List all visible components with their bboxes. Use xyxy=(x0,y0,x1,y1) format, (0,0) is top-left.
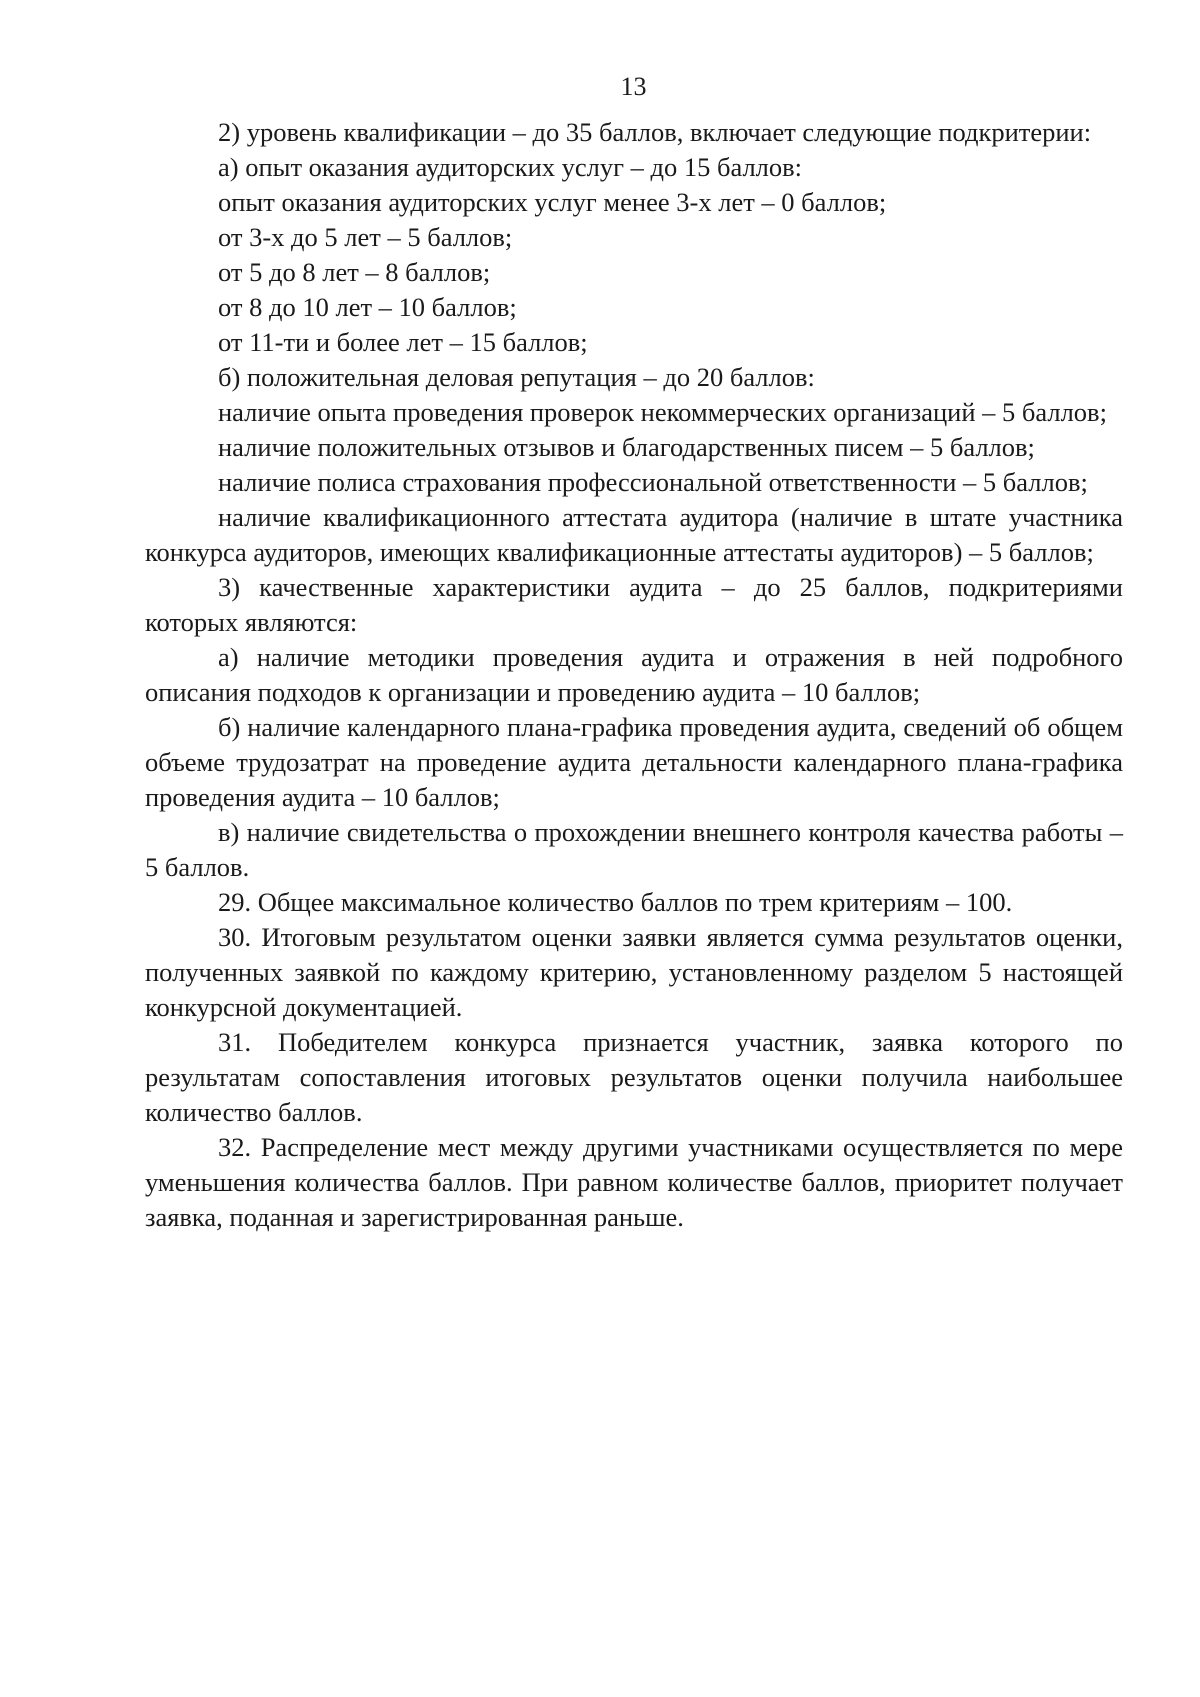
paragraph-experience-5-8: от 5 до 8 лет – 8 баллов; xyxy=(218,257,491,287)
paragraph-nonprofit-audits: наличие опыта проведения проверок некоммерческих организаций – 5 баллов; xyxy=(218,397,1107,427)
paragraph-audit-quality: 3) качественные характеристики аудита – до 25 баллов, подкритериями которых являются: xyxy=(145,572,1123,637)
paragraph-audit-schedule: б) наличие календарного плана-графика проведения аудита, сведений об общем объеме трудозатрат на проведение аудита детальности календарного плана-графика проведения аудита – 10 баллов; xyxy=(145,712,1123,812)
paragraph-quality-control-certificate: в) наличие свидетельства о прохождении внешнего контроля качества работы – 5 баллов. xyxy=(145,817,1123,882)
paragraph-business-reputation: б) положительная деловая репутация – до 20 баллов: xyxy=(218,362,815,392)
paragraph-qualification-level: 2) уровень квалификации – до 35 баллов, включает следующие подкритерии: xyxy=(218,117,1092,147)
paragraph-audit-experience: а) опыт оказания аудиторских услуг – до 15 баллов: xyxy=(218,152,803,182)
document-body xyxy=(145,115,1123,1235)
paragraph-clause-32: 32. Распределение мест между другими участниками осуществляется по мере уменьшения количества баллов. При равном количестве баллов, приоритет получает заявка, поданная и зарегистрированная раньше. xyxy=(145,1132,1123,1232)
paragraph-clause-30: 30. Итоговым результатом оценки заявки является сумма результатов оценки, полученных заявкой по каждому критерию, установленному разделом 5 настоящей конкурсной документацией. xyxy=(145,922,1123,1022)
paragraph-experience-under-3: опыт оказания аудиторских услуг менее 3-х лет – 0 баллов; xyxy=(218,187,887,217)
paragraph-experience-8-10: от 8 до 10 лет – 10 баллов; xyxy=(218,292,517,322)
paragraph-experience-3-5: от 3-х до 5 лет – 5 баллов; xyxy=(218,222,513,252)
paragraph-experience-11-plus: от 11-ти и более лет – 15 баллов; xyxy=(218,327,588,357)
paragraph-clause-29: 29. Общее максимальное количество баллов по трем критериям – 100. xyxy=(218,887,1013,917)
paragraph-audit-methodology: а) наличие методики проведения аудита и отражения в ней подробного описания подходов к организации и проведению аудита – 10 баллов; xyxy=(145,642,1123,707)
paragraph-positive-reviews: наличие положительных отзывов и благодарственных писем – 5 баллов; xyxy=(218,432,1035,462)
page-number: 13 xyxy=(620,72,647,101)
paragraph-liability-insurance: наличие полиса страхования профессиональной ответственности – 5 баллов; xyxy=(218,467,1088,497)
paragraph-qualification-certificate: наличие квалификационного аттестата аудитора (наличие в штате участника конкурса аудиторов, имеющих квалификационные аттестаты аудиторов) – 5 баллов; xyxy=(145,502,1123,567)
paragraph-clause-31: 31. Победителем конкурса признается участник, заявка которого по результатам сопоставления итоговых результатов оценки получила наибольшее количество баллов. xyxy=(145,1027,1123,1127)
